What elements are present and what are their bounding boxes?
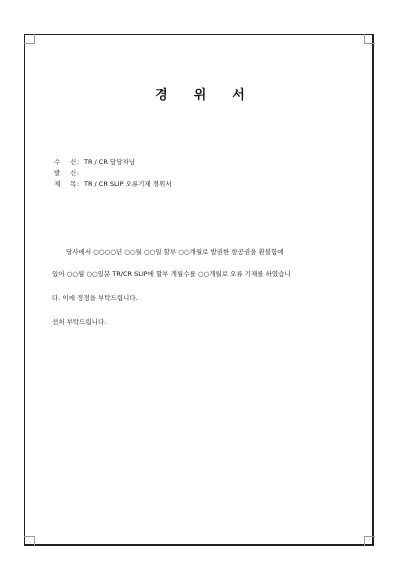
sender-colon: : — [77, 169, 80, 177]
title-char-1: 경 — [155, 88, 168, 103]
crop-mark-top-right — [364, 34, 375, 44]
crop-mark-top-left — [34, 34, 45, 44]
body-line-2: 있어 ○○월 ○○일분 TR/CR SLIP에 할부 개월수를 ○○개월로 오류 기재를 하였습니 — [52, 270, 291, 278]
recipient-value: TR / CR 담당자님 — [84, 158, 136, 166]
recipient-line — [54, 157, 135, 168]
title-char-3: 서 — [232, 88, 245, 103]
crop-mark-bottom-left — [34, 536, 45, 546]
subject-key1: 제 — [54, 180, 61, 188]
recipient-colon: : — [77, 158, 80, 166]
sender-key1: 발 — [54, 169, 61, 177]
sender-line — [54, 168, 84, 179]
body-line-4: 선처 부탁드립니다. — [52, 318, 107, 326]
subject-line — [54, 179, 172, 190]
subject-key2: 목 — [70, 180, 77, 188]
recipient-key2: 신 — [70, 158, 77, 166]
document-title — [0, 84, 400, 103]
subject-colon: : — [77, 180, 80, 188]
recipient-key1: 수 — [54, 158, 61, 166]
subject-value: TR / CR SLIP 오류기재 경위서 — [84, 180, 172, 188]
title-char-2: 위 — [193, 88, 207, 103]
sender-key2: 신 — [70, 169, 77, 177]
crop-mark-bottom-right — [364, 536, 375, 546]
body-line-1: 당사에서 ○○○○년 ○○월 ○○일 할부 ○○개월로 발권한 항공권을 환불함에 — [66, 248, 284, 256]
body-line-3: 다. 이에 정정을 부탁드립니다. — [52, 294, 138, 302]
document-page — [24, 34, 374, 546]
